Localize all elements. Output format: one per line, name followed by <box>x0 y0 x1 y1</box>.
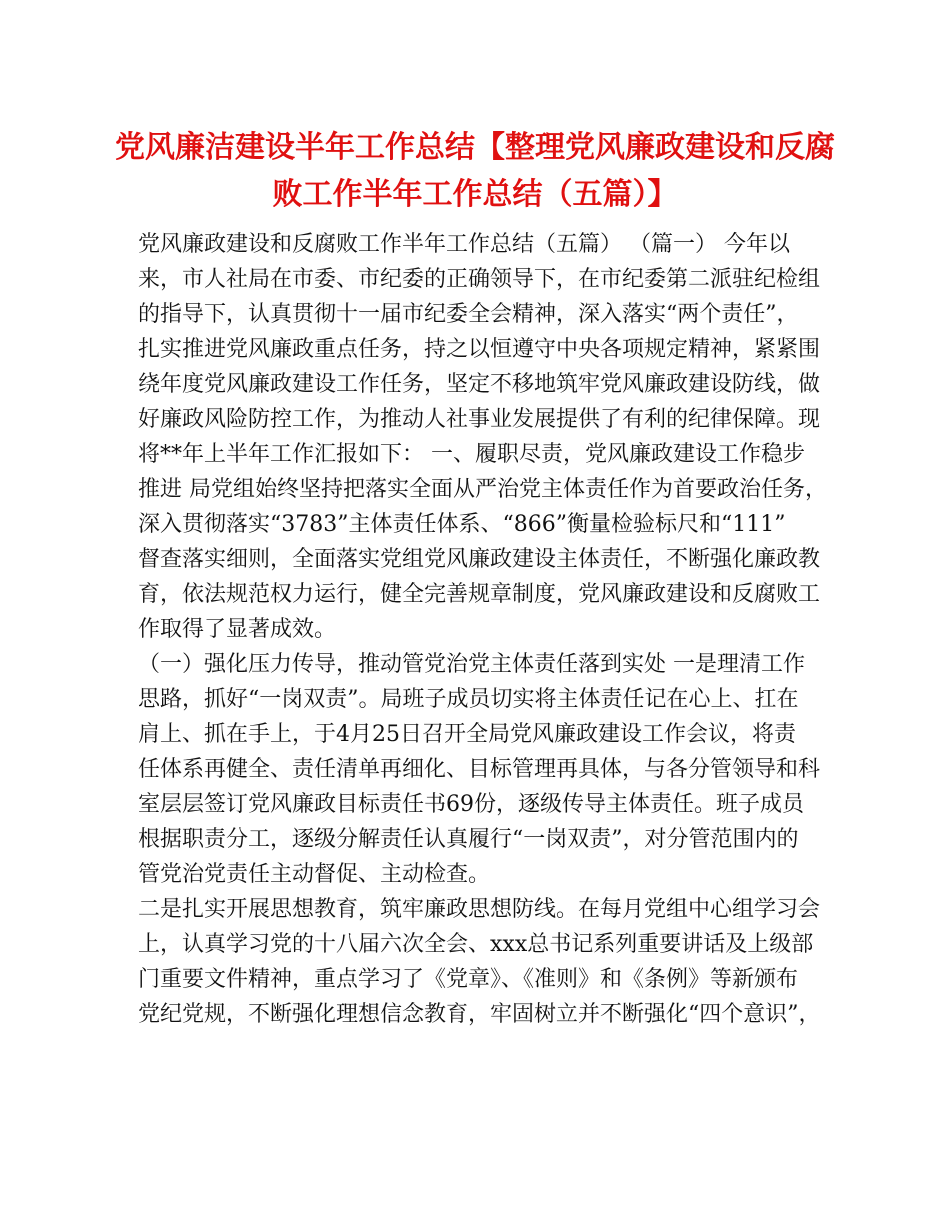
body-line: 将**年上半年工作汇报如下： 一、履职尽责，党风廉政建设工作稳步 <box>138 442 805 467</box>
body-line: 任体系再健全、责任清单再细化、目标管理再具体，与各分管领导和科 <box>138 757 821 782</box>
body-line: 门重要文件精神，重点学习了《党章》、《准则》和《条例》等新颁布 <box>138 967 799 992</box>
body-line: 绕年度党风廉政建设工作任务，坚定不移地筑牢党风廉政建设防线，做 <box>138 372 821 397</box>
body-line: 督查落实细则，全面落实党组党风廉政建设主体责任，不断强化廉政教 <box>138 547 821 572</box>
body-line: 深入贯彻落实“3783”主体责任体系、“866”衡量检验标尺和“111” <box>138 512 786 537</box>
body-line: （一）强化压力传导，推动管党治党主体责任落到实处 一是理清工作 <box>138 652 805 677</box>
title-line-2: 败工作半年工作总结（五篇）】 <box>272 177 678 212</box>
body-line: 育，依法规范权力运行，健全完善规章制度，党风廉政建设和反腐败工 <box>138 582 821 607</box>
body-line: 来，市人社局在市委、市纪委的正确领导下，在市纪委第二派驻纪检组 <box>138 267 821 292</box>
title-line-1: 党风廉洁建设半年工作总结【整理党风廉政建设和反腐 <box>115 130 835 165</box>
body-line: 好廉政风险防控工作，为推动人社事业发展提供了有利的纪律保障。现 <box>138 407 821 432</box>
body-line: 思路，抓好“一岗双责”。局班子成员切实将主体责任记在心上、扛在 <box>138 687 799 712</box>
body-line: 扎实推进党风廉政重点任务，持之以恒遵守中央各项规定精神，紧紧围 <box>138 337 821 362</box>
document-body <box>138 227 828 1032</box>
body-line: 上，认真学习党的十八届六次全会、xxx总书记系列重要讲话及上级部 <box>138 932 814 957</box>
body-line: 肩上、抓在手上，于4月25日召开全局党风廉政建设工作会议，将责 <box>138 722 796 747</box>
body-line: 的指导下，认真贯彻十一届市纪委全会精神，深入落实“两个责任”， <box>138 302 799 327</box>
body-line: 党风廉政建设和反腐败工作半年工作总结（五篇） （篇一） 今年以 <box>138 232 790 257</box>
body-line: 二是扎实开展思想教育，筑牢廉政思想防线。在每月党组中心组学习会 <box>138 897 821 922</box>
document-title <box>100 124 850 218</box>
body-line: 室层层签订党风廉政目标责任书69份，逐级传导主体责任。班子成员 <box>138 792 804 817</box>
body-line: 党纪党规，不断强化理想信念教育，牢固树立并不断强化“四个意识”， <box>138 1002 821 1027</box>
body-line: 管党治党责任主动督促、主动检查。 <box>138 862 491 887</box>
body-line: 根据职责分工，逐级分解责任认真履行“一岗双责”，对分管范围内的 <box>138 827 799 852</box>
body-line: 作取得了显著成效。 <box>138 617 337 642</box>
body-line: 推进 局党组始终坚持把落实全面从严治党主体责任作为首要政治任务， <box>138 477 827 502</box>
